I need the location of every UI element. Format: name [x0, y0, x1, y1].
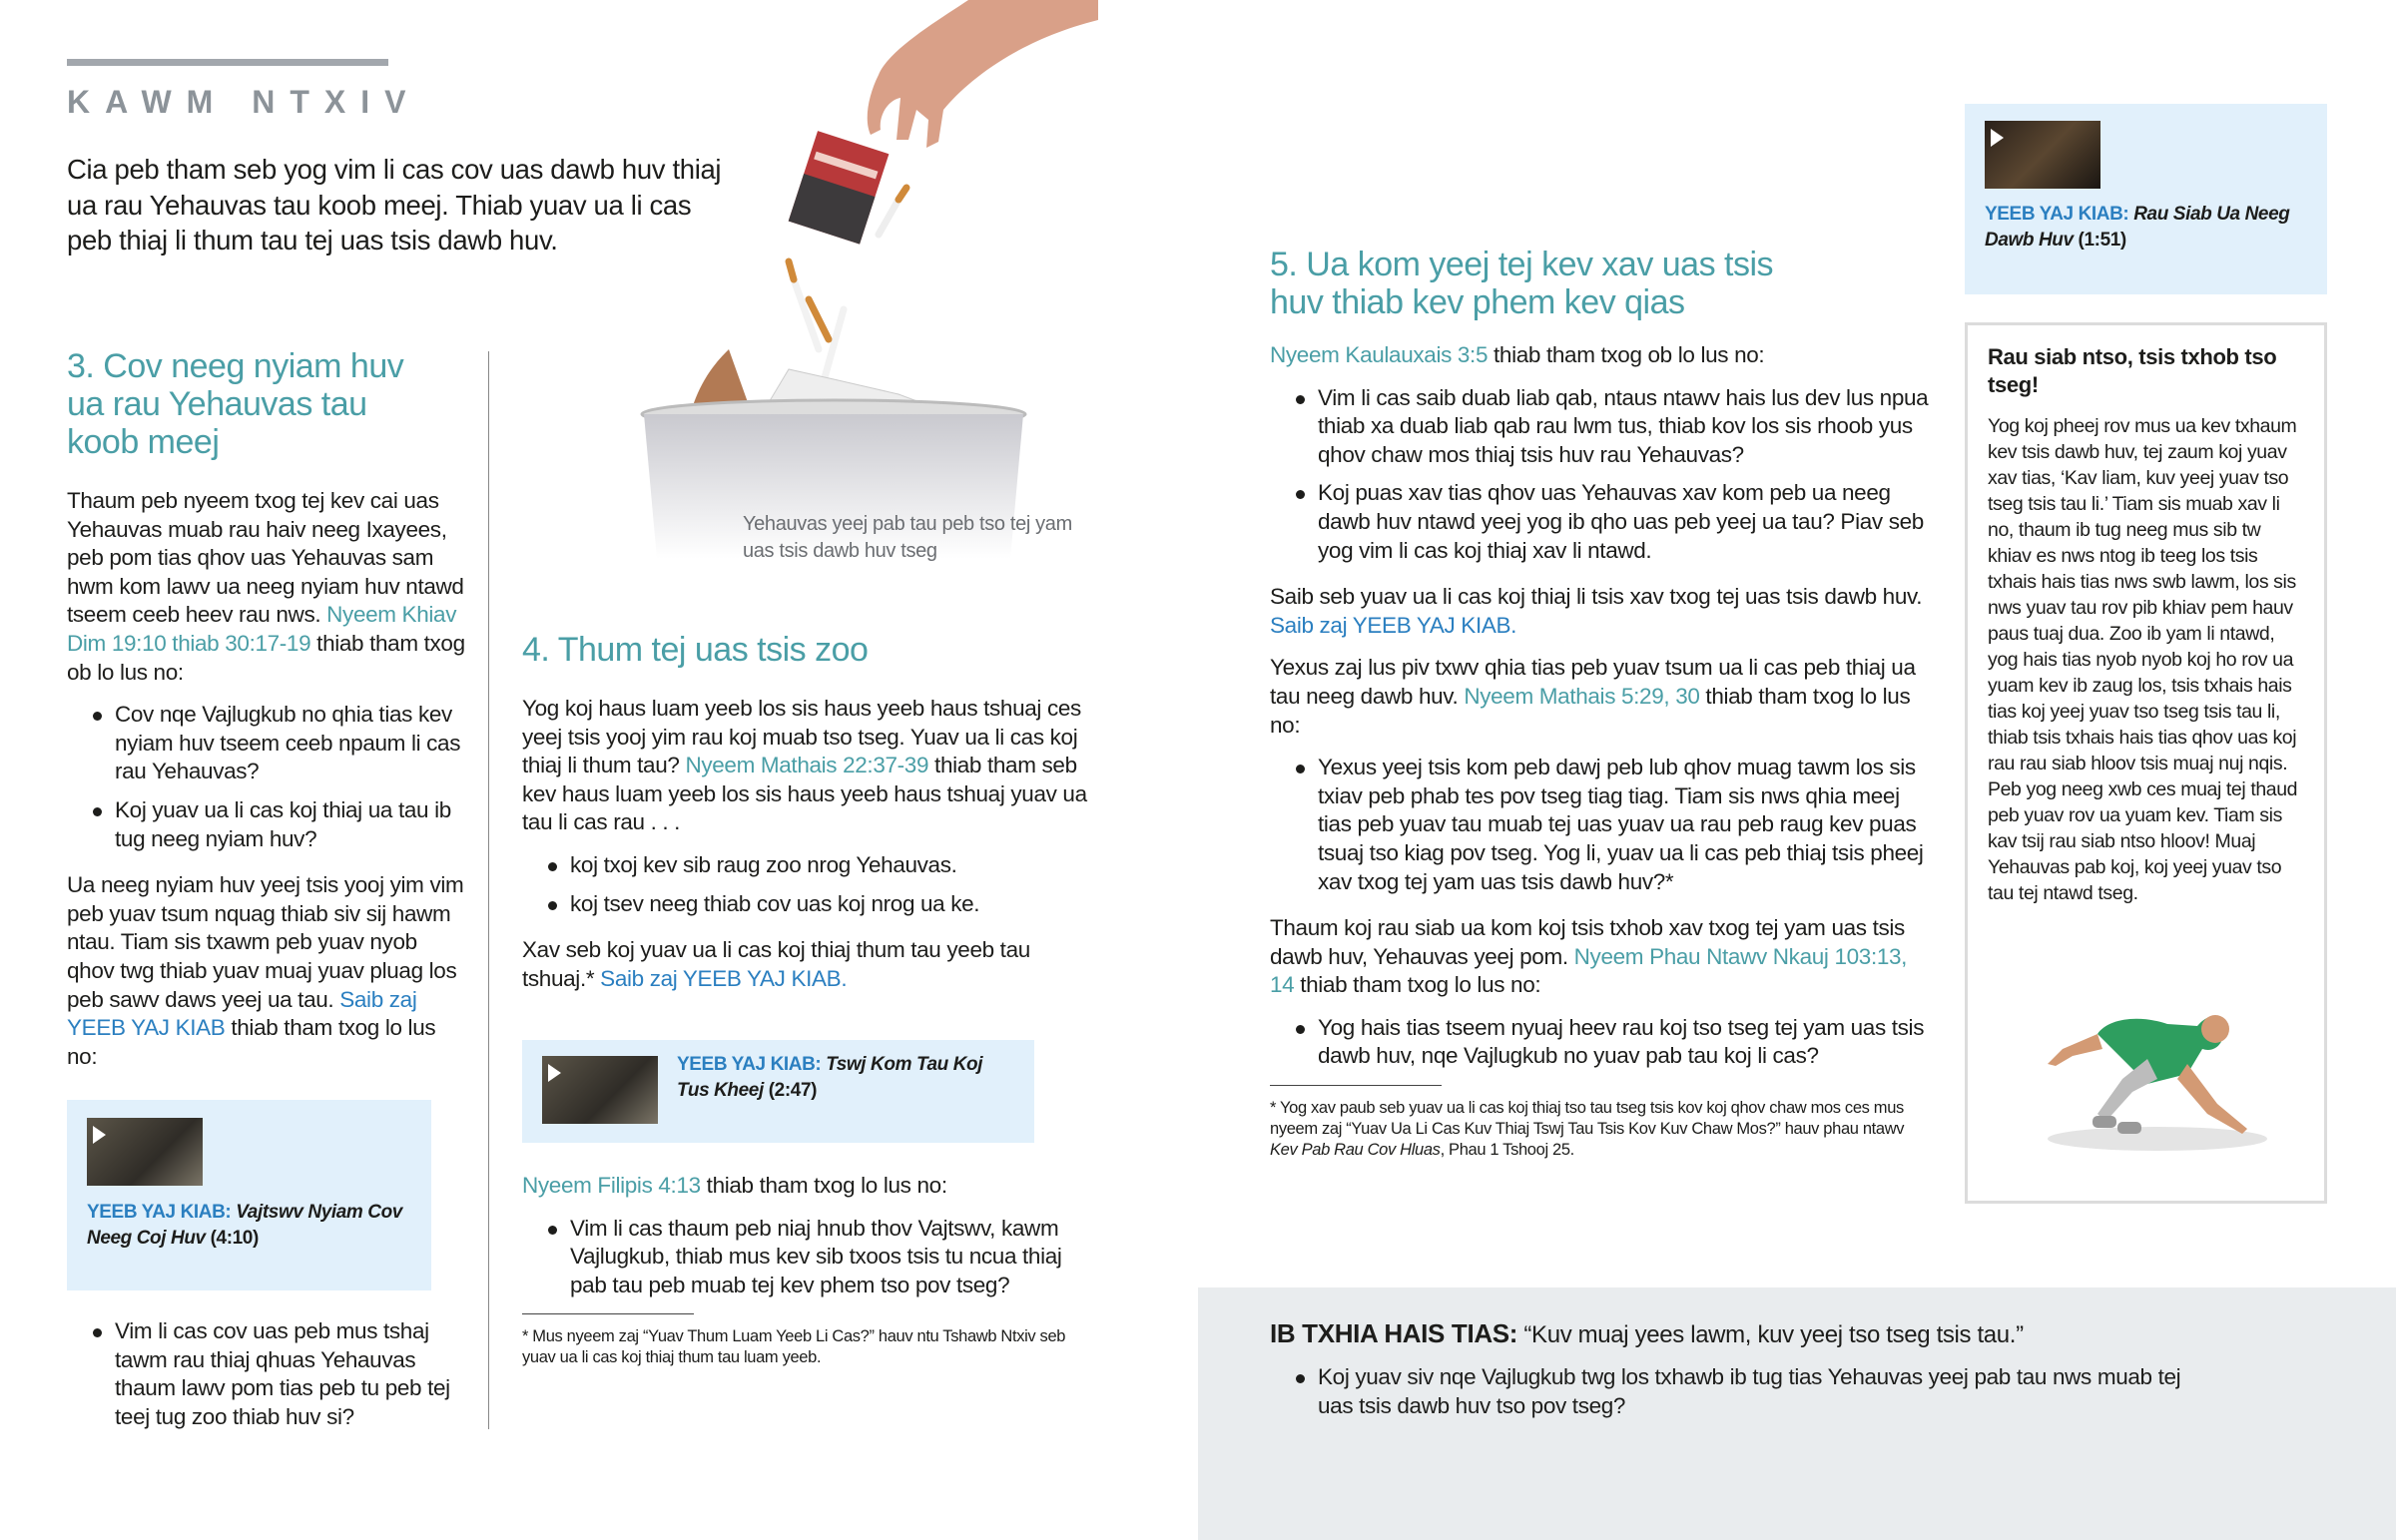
section-3	[67, 347, 466, 1085]
question-item: Cov nqe Vajlugkub no qhia tias kev nyiam huv tseem ceeb npaum li cas rau Yehauvas?	[67, 701, 466, 786]
video-thumbnail[interactable]	[542, 1056, 658, 1124]
paragraph-text: Yexus zaj lus piv txwv qhia tias peb yuav tsum ua li cas peb thiaj ua tau neeg dawb huv.	[1270, 655, 1916, 709]
video-thumbnail[interactable]	[87, 1118, 203, 1186]
lesson-kicker: KAWM NTXIV	[67, 84, 421, 120]
video-title[interactable]: Rau Siab Ua Neeg Dawb Huv	[1985, 204, 2290, 251]
paragraph-text: Yog koj haus luam yeeb los sis haus yeeb haus tshuaj ces yeej tsis yooj yim rau koj muab tso tseg. Yuav ua li cas koj thiaj li thum tau?	[522, 696, 1081, 778]
scripture-link[interactable]: Nyeem Kaulauxais 3:5	[1270, 342, 1489, 367]
header-bar	[67, 59, 388, 66]
paragraph-text: thiab tham txog lo lus no:	[67, 1015, 436, 1069]
section-3-heading: 3. Cov neeg nyiam huv ua rau Yehauvas tau koob meej	[67, 347, 404, 461]
question-item: koj txoj kev sib raug zoo nrog Yehauvas.	[522, 851, 1101, 880]
question-list	[67, 701, 466, 853]
summary-panel	[1198, 1287, 2396, 1540]
paragraph-text: Saib seb yuav ua li cas koj thiaj li tsis xav txog tej uas tsis dawb huv.	[1270, 584, 1923, 610]
paragraph-text: Xav seb koj yuav ua li cas koj thiaj thum tau yeeb tau tshuaj.*	[522, 937, 1030, 991]
video-duration: (2:47)	[768, 1080, 818, 1101]
paragraph-text: thiab tham txog lo lus no:	[1294, 972, 1541, 998]
question-list	[1270, 1014, 1929, 1071]
play-icon	[93, 1126, 106, 1144]
section-5-paragraph	[1270, 341, 1929, 370]
question-item: koj tsev neeg thiab cov uas koj nrog ua ke.	[522, 890, 1101, 919]
summary-label: IB TXHIA HAIS TIAS:	[1270, 1318, 1518, 1348]
video-title[interactable]: Tswj Kom Tau Koj Tus Kheej	[677, 1054, 983, 1101]
encouragement-box	[1965, 322, 2327, 1204]
play-icon	[1991, 129, 2004, 147]
video-thumbnail[interactable]	[1985, 121, 2100, 189]
video-label: YEEB YAJ KIAB:	[87, 1202, 232, 1223]
video-link[interactable]: Saib zaj YEEB YAJ KIAB.	[1270, 612, 1517, 638]
book-title: Kev Pab Rau Cov Hluas	[1270, 1141, 1441, 1160]
scripture-link[interactable]: Nyeem Mathais 5:29, 30	[1464, 683, 1700, 709]
summary-line	[1270, 1317, 2368, 1351]
video-title[interactable]: Vajtswv Nyiam Cov Neeg Coj Huv	[87, 1202, 402, 1249]
question-item: Vim li cas saib duab liab qab, ntaus ntawv hais lus dev lus npua thiab xa duab liab qab rau lwm tus, thiab kov los sis rhoob yus qhov chaw mos thiaj tsis huv rau Yehauvas?	[1270, 384, 1929, 470]
play-icon	[548, 1064, 561, 1082]
intro-text: Cia peb tham seb yog vim li cas cov uas dawb huv thiaj ua rau Yehauvas tau koob meej. Thiab yuav ua li cas peb thiaj li thum tau tej uas tsis dawb huv.	[67, 154, 722, 256]
trash-illustration	[639, 0, 1098, 559]
video-caption	[677, 1052, 1016, 1104]
video-label: YEEB YAJ KIAB:	[1985, 204, 2129, 225]
question-list	[522, 851, 1101, 918]
footnote-rule	[522, 1313, 694, 1314]
video-duration: (1:51)	[2078, 230, 2126, 251]
video-link[interactable]: Saib zaj YEEB YAJ KIAB	[67, 986, 417, 1041]
footnote-text: , Phau 1 Tshooj 25.	[1440, 1141, 1574, 1160]
question-item: Yexus yeej tsis kom peb dawj peb lub qhov muag tawm los sis txiav peb phab tes pov tseg tiag tiag. Tiam sis nws qhia meej tias peb yuav tau muab tej uas yuav ua rau peb raug kev puas tsuaj tso kiag pov tseg. Yog li, yuav ua li cas peb thiaj tsis pheej xav txog tej yam uas tsis dawb huv?*	[1270, 754, 1929, 896]
paragraph-text: Thaum peb nyeem txog tej kev cai uas Yehauvas muab rau haiv neeg Ixayees, peb pom tias qhov uas Yehauvas sam hwm kom lawv ua neeg nyiam huv ntawd tseem ceeb heev rau nws.	[67, 488, 464, 628]
footnote: * Mus nyeem zaj “Yuav Thum Luam Yeeb Li Cas?” hauv ntu Tshawb Ntxiv seb yuav ua li cas koj thiaj thum tau luam yeeb.	[522, 1327, 1066, 1367]
question-item: Vim li cas cov uas peb mus tshaj tawm rau thiaj qhuas Yehauvas thaum lawv pom tias peb tu peb tej teej tug zoo thiab huv si?	[67, 1317, 466, 1431]
section-4-heading: 4. Thum tej uas tsis zoo	[522, 631, 869, 669]
section-5-heading: 5. Ua kom yeej tej kev xav uas tsis huv thiab kev phem kev qias	[1270, 246, 1774, 321]
section-4	[522, 631, 1101, 1007]
footnote-rule	[1270, 1085, 1442, 1086]
question-item: Koj yuav ua li cas koj thiaj ua tau ib tug neeg nyiam huv?	[67, 796, 466, 853]
footnote-text: * Yog xav paub seb yuav ua li cas koj thiaj tso tau tseg tsis kov koj qhov chaw mos ces mus nyeem zaj “Yuav Ua Li Cas Kuv Thiaj Tswj Tau Tsis Kov Kuv Chaw Mos?” hauv phau ntawv	[1270, 1099, 1905, 1139]
scripture-link[interactable]: Nyeem Khiav Dim 19:10 thiab 30:17-19	[67, 602, 457, 656]
section-5-paragraph-2	[1270, 583, 1929, 640]
question-list	[1270, 754, 1929, 896]
video-box-section-4[interactable]	[522, 1040, 1034, 1143]
section-3-paragraph	[67, 487, 466, 687]
summary-quote: “Kuv muaj yees lawm, kuv yeej tso tseg tsis tau.”	[1523, 1321, 2024, 1348]
question-list	[67, 1317, 466, 1441]
question-item: Koj puas xav tias qhov uas Yehauvas xav kom peb ua neeg dawb huv ntawd yeej yog ib qho uas peb yeej ua tau? Piav seb yog vim li cas koj thiaj xav li ntawd.	[1270, 479, 1929, 565]
scripture-link[interactable]: Nyeem Mathais 22:37-39	[685, 753, 929, 778]
paragraph-text: thiab tham txog lo lus no:	[700, 1173, 947, 1198]
section-4-continued	[522, 1172, 1101, 1368]
paragraph-text: thiab tham txog lo lus no:	[1270, 683, 1911, 738]
section-4-paragraph-3	[522, 1172, 1101, 1201]
question-list	[522, 1215, 1101, 1300]
question-list	[1270, 384, 1929, 566]
question-item: Yog hais tias tseem nyuaj heev rau koj tso tseg tej yam uas tsis dawb huv, nqe Vajlugkub no yuav pab tau koj li cas?	[1270, 1014, 1929, 1071]
video-link[interactable]: Saib zaj YEEB YAJ KIAB.	[600, 965, 848, 991]
scripture-link[interactable]: Nyeem Phau Ntawv Nkauj 103:13, 14	[1270, 943, 1908, 998]
scripture-link[interactable]: Nyeem Filipis 4:13	[522, 1173, 701, 1198]
video-caption	[87, 1200, 406, 1252]
encouragement-title: Rau siab ntso, tsis txhob tso tseg!	[1988, 344, 2277, 397]
section-4-paragraph	[522, 695, 1101, 837]
question-item: Koj yuav siv nqe Vajlugkub twg los txhawb ib tug tias Yehauvas yeej pab tau nws muab tej uas tsis dawb huv tso pov tseg?	[1270, 1363, 2218, 1420]
video-label: YEEB YAJ KIAB:	[677, 1054, 822, 1075]
section-5-paragraph-4	[1270, 914, 1929, 1000]
section-4-paragraph-2	[522, 936, 1101, 993]
question-item: Vim li cas thaum peb niaj hnub thov Vajtswv, kawm Vajlugkub, thiab mus kev sib txoos tsis tu ncua thiaj pab tau peb muab tej kev phem tso pov tseg?	[522, 1215, 1101, 1300]
cigarette-pack-icon	[789, 131, 890, 245]
section-5	[1270, 246, 1929, 1161]
image-caption: Yehauvas yeej pab tau peb tso tej yam uas tsis dawb huv tseg	[743, 513, 1072, 562]
video-box-section-3[interactable]	[67, 1100, 431, 1290]
video-box-sidebar[interactable]	[1965, 104, 2327, 294]
section-5-paragraph-3	[1270, 654, 1929, 740]
encouragement-body: Yog koj pheej rov mus ua kev txhaum kev tsis dawb huv, tej zaum koj yuav xav tias, ‘Kav liam, kuv yeej yuav tso tseg tsis tau li.’ Tiam sis muab xav li no, thaum ib tug neeg mus sib tw khiav es nws ntog ib teeg los tsis txhais hais tias nws swb lawm, los sis nws yuav tau rov pib khiav pem hauv paus tuaj dua. Zoo ib yam li ntawd, yog hais tias nyob nyob koj ho rov ua yuam kev ib zaug los, tsis txhais hais tias koj yeej yuav tso tseg tsis tau li, thiab tsis txhais hais tias qhov uas koj rau rau siab hloov tsis muaj nuj nqis. Peb yog neeg xwb ces muaj tej thaud peb yuav rov ua yuam kev. Tiam sis kav tsij rau siab ntso hloov! Muaj Yehauvas pab koj, koj yeej yuav tso tau tej ntawd tseg.	[1988, 415, 2298, 904]
paragraph-text: Thaum koj rau siab ua kom koj tsis txhob xav txog tej yam uas tsis dawb huv, Yehauvas yeej pom.	[1270, 915, 1905, 969]
section-3-paragraph-2	[67, 871, 466, 1071]
column-divider	[488, 351, 489, 1429]
video-duration: (4:10)	[210, 1228, 259, 1249]
paragraph-text: thiab tham txog ob lo lus no:	[67, 630, 465, 685]
paragraph-text: Ua neeg nyiam huv yeej tsis yooj yim vim peb yuav tsum nquag thiab siv sij hawm ntau. Tiam sis txawm peb yuav nyob qhov twg thiab yuav muaj yuav pluag los peb sawv daws yeej ua tau.	[67, 872, 464, 1012]
runner-illustration	[2038, 1004, 2277, 1154]
footnote	[1270, 1098, 1929, 1161]
paragraph-text: thiab tham txog ob lo lus no:	[1488, 342, 1765, 367]
paragraph-text: thiab tham seb kev haus luam yeeb los sis haus yeeb haus tshuaj yuav ua tau li cas rau . . .	[522, 753, 1087, 835]
video-caption	[1985, 202, 2304, 254]
hand-icon	[868, 0, 1098, 148]
question-list	[1270, 1363, 2218, 1430]
